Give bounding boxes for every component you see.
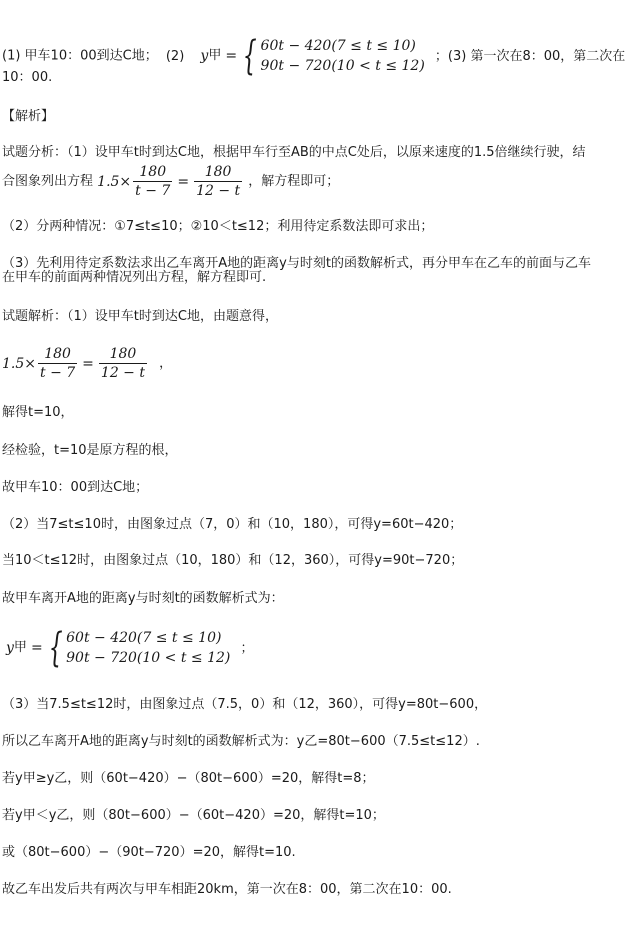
y-subscript: 甲 xyxy=(13,640,27,655)
solution-check: 经检验，t=10是原方程的根， xyxy=(2,443,178,458)
fraction-denominator: 12 − t xyxy=(196,183,241,199)
answer-line xyxy=(2,33,626,79)
answer-part1: (1) 甲车10：00到达C地； xyxy=(2,48,158,64)
piecewise-function xyxy=(6,625,231,671)
y-subscript: 甲 xyxy=(208,48,222,63)
solution-case-ahead: 若y甲≥y乙，则（60t−420）−（80t−600）=20，解得t=8； xyxy=(2,771,375,786)
fraction-denominator: t − 7 xyxy=(40,365,76,381)
left-brace: { xyxy=(48,625,63,671)
fraction-numerator: 180 xyxy=(99,346,147,364)
solution-piecewise-line xyxy=(6,625,254,671)
solution-final: 故乙车出发后共有两次与甲车相距20km，第一次在8：00，第二次在10：00. xyxy=(2,882,452,897)
solution-part3-line: （3）当7.5≤t≤12时，由图象过点（7.5，0）和（12，360），可得y=80t−600， xyxy=(2,697,488,712)
cases xyxy=(261,38,425,74)
fraction-numerator: 180 xyxy=(194,164,242,182)
coefficient: 1.5× xyxy=(97,173,132,190)
solution-part2-case1: （2）当7≤t≤10时，由图象过点（7，0）和（10，180），可得y=60t−420； xyxy=(2,517,463,532)
y-variable: y xyxy=(200,48,209,64)
case-1: 60t − 420(7 ≤ t ≤ 10) xyxy=(260,38,416,54)
analysis-intro: 试题分析：（1）设甲车t时到达C地，根据甲车行至AB的中点C处后，以原来速度的1.5倍继续行驶，结 xyxy=(2,145,586,160)
analysis-intro2-prefix: 合图象列出方程 xyxy=(2,174,94,189)
fraction-denominator: 12 − t xyxy=(100,365,145,381)
solution-intro: 试题解析：（1）设甲车t时到达C地，由题意得， xyxy=(2,309,278,324)
piecewise-suffix: ； xyxy=(240,640,254,656)
answer-part3-cont: 10：00. xyxy=(2,70,53,85)
solution-part3-function: 所以乙车离开A地的距离y与时刻t的函数解析式为：y乙=80t−600（7.5≤t≤12）. xyxy=(2,734,480,749)
y-variable: y xyxy=(6,640,14,656)
equation-suffix: ， xyxy=(159,356,173,371)
equals-sign: = xyxy=(177,173,190,190)
fraction-right xyxy=(99,346,147,381)
equals-sign: = xyxy=(30,640,43,656)
solution-part2-conclusion: 故甲车离开A地的距离y与时刻t的函数解析式为： xyxy=(2,591,284,606)
fraction-denominator: t − 7 xyxy=(135,183,171,199)
fraction-numerator: 180 xyxy=(38,346,77,364)
solution-case-alt: 或（80t−600）−（90t−720）=20，解得t=10. xyxy=(2,845,296,860)
case-2: 90t − 720(10 < t ≤ 12) xyxy=(66,650,231,666)
solution-part2-case2: 当10＜t≤12时，由图象过点（10，180）和（12，360），可得y=90t−720； xyxy=(2,553,464,568)
analysis-intro2-suffix: ，解方程即可； xyxy=(248,174,340,189)
analysis-part2: （2）分两种情况：①7≤t≤10；②10＜t≤12；利用待定系数法即可求出； xyxy=(2,219,434,234)
equation xyxy=(2,346,149,381)
fraction-numerator: 180 xyxy=(133,164,172,182)
equation xyxy=(97,164,244,199)
solution-case-behind: 若y甲＜y乙，则（80t−600）−（60t−420）=20，解得t=10； xyxy=(2,808,385,823)
answer-part2-label: (2) xyxy=(165,48,185,64)
solution-result: 解得t=10， xyxy=(2,405,74,420)
fraction-left xyxy=(38,346,77,381)
section-heading: 【解析】 xyxy=(2,109,55,124)
solution-equation-line xyxy=(2,346,172,381)
cases xyxy=(66,630,230,666)
left-brace: { xyxy=(242,33,257,79)
analysis-part3-line2: 在甲车的前面两种情况列出方程，解方程即可. xyxy=(2,270,267,285)
equals-sign: = xyxy=(225,48,238,64)
fraction-right xyxy=(194,164,242,199)
analysis-part3-line1: （3）先利用待定系数法求出乙车离开A地的距离y与时刻t的函数解析式，再分甲车在乙车的前面与乙车 xyxy=(2,256,591,271)
analysis-equation-line xyxy=(2,164,339,199)
fraction-left xyxy=(133,164,172,199)
equals-sign: = xyxy=(82,355,94,372)
case-1: 60t − 420(7 ≤ t ≤ 10) xyxy=(66,630,222,646)
answer-part3: ；(3) 第一次在8：00，第二次在 xyxy=(434,48,626,64)
piecewise-function-answer xyxy=(200,33,425,79)
coefficient: 1.5× xyxy=(2,355,36,372)
solution-conclusion1: 故甲车10：00到达C地； xyxy=(2,480,149,495)
case-2: 90t − 720(10 < t ≤ 12) xyxy=(260,58,425,74)
